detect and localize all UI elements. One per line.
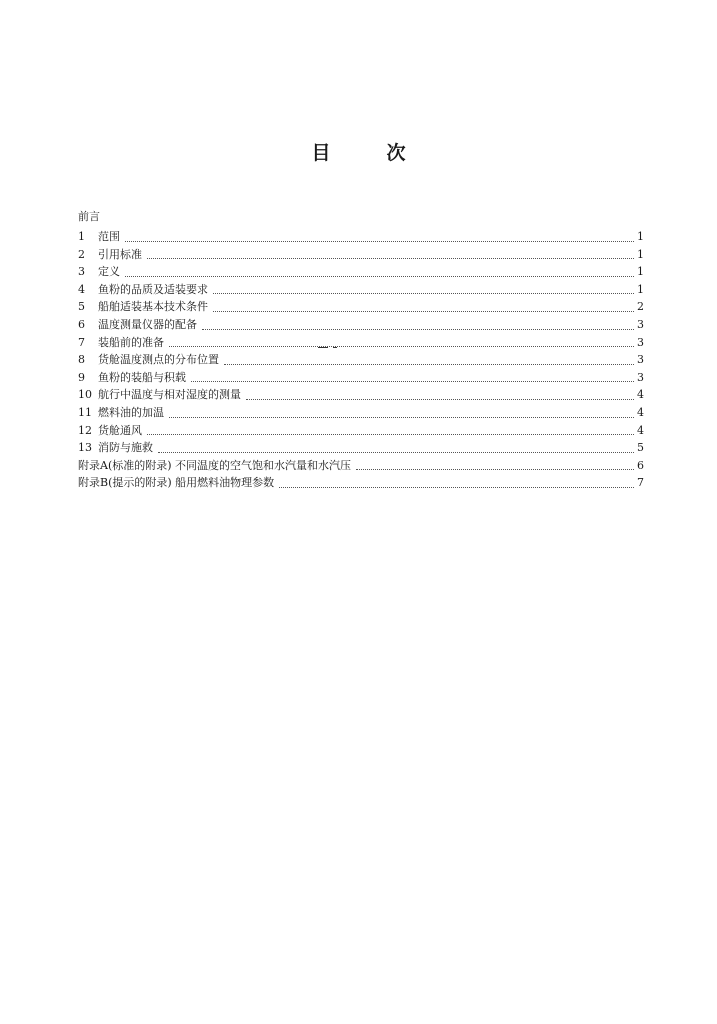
toc-entries <box>78 228 644 492</box>
toc-entry[interactable] <box>78 228 644 246</box>
toc-entry[interactable] <box>78 263 644 281</box>
toc-entry-page: 3 <box>637 335 644 349</box>
toc-entry-number: 2 <box>78 247 85 261</box>
toc-entry-number: 12 <box>78 423 92 437</box>
toc-dot-leader <box>224 363 634 365</box>
toc-dot-leader <box>202 328 634 330</box>
toc-entry-page: 3 <box>637 370 644 384</box>
toc-entry-number: 5 <box>78 300 85 314</box>
toc-entry-page: 2 <box>637 300 644 314</box>
toc-entry-number: 7 <box>78 335 85 349</box>
toc-entry-page: 7 <box>637 476 644 490</box>
toc-entry-number: 6 <box>78 317 85 331</box>
toc-entry-title: 货舱温度测点的分布位置 <box>98 353 219 367</box>
toc-entry-number: 11 <box>78 405 92 419</box>
toc-dot-leader <box>169 345 634 347</box>
toc-entry-number: 13 <box>78 441 92 455</box>
toc-entry-number: 10 <box>78 388 92 402</box>
toc-dot-leader <box>125 275 634 277</box>
toc-entry-title: 船舶适装基本技术条件 <box>98 300 208 314</box>
toc-entry-title: 航行中温度与相对湿度的测量 <box>98 388 241 402</box>
toc-entry-number: 9 <box>78 370 85 384</box>
toc-entry-page: 1 <box>637 282 644 296</box>
toc-dot-leader <box>169 416 634 418</box>
toc-dot-leader <box>213 310 634 312</box>
toc-dot-leader <box>158 451 634 453</box>
toc-entry[interactable] <box>78 404 644 422</box>
toc-entry-title: 范围 <box>98 230 120 243</box>
toc-entry-number: 1 <box>78 230 85 243</box>
table-of-contents <box>78 210 644 492</box>
toc-entry-title: 鱼粉的装船与积载 <box>98 370 186 384</box>
toc-dot-leader <box>356 468 634 470</box>
toc-entry[interactable] <box>78 246 644 264</box>
toc-entry-title: 货舱通风 <box>98 423 142 437</box>
toc-entry-title: 引用标准 <box>98 247 142 261</box>
toc-entry-page: 5 <box>637 441 644 455</box>
toc-dot-leader <box>246 398 634 400</box>
toc-entry[interactable] <box>78 281 644 299</box>
scan-speck <box>333 347 337 348</box>
toc-dot-leader <box>147 257 634 259</box>
toc-entry-page: 4 <box>637 405 644 419</box>
toc-entry[interactable] <box>78 351 644 369</box>
toc-dot-leader <box>279 486 634 488</box>
toc-entry-title: 定义 <box>98 265 120 279</box>
toc-entry-number: 4 <box>78 282 85 296</box>
toc-entry[interactable] <box>78 316 644 334</box>
toc-heading: 前言 <box>78 210 100 223</box>
toc-entry-page: 3 <box>637 317 644 331</box>
toc-entry-number: 8 <box>78 353 85 367</box>
toc-entry-page: 1 <box>637 247 644 261</box>
toc-dot-leader <box>191 380 634 382</box>
toc-entry-title: 鱼粉的品质及适装要求 <box>98 282 208 296</box>
toc-entry[interactable] <box>78 298 644 316</box>
toc-entry-title: 附录B(提示的附录) 船用燃料油物理参数 <box>78 476 275 490</box>
toc-entry-title: 温度测量仪器的配备 <box>98 317 197 331</box>
toc-dot-leader <box>147 433 634 435</box>
toc-entry-page: 4 <box>637 423 644 437</box>
toc-entry-title: 燃料油的加温 <box>98 405 164 419</box>
toc-dot-leader <box>125 240 634 242</box>
toc-entry[interactable] <box>78 386 644 404</box>
toc-entry-page: 1 <box>637 265 644 279</box>
toc-entry-page: 1 <box>637 230 644 243</box>
toc-entry[interactable] <box>78 422 644 440</box>
page-title-part1: 目 <box>311 142 331 164</box>
toc-entry[interactable] <box>78 457 644 475</box>
toc-entry-title: 消防与施救 <box>98 441 153 455</box>
scan-speck <box>318 347 328 348</box>
page-title <box>0 138 717 165</box>
toc-entry-page: 6 <box>637 458 644 472</box>
toc-entry-title: 附录A(标准的附录) 不同温度的空气饱和水汽量和水汽压 <box>78 458 352 472</box>
toc-dot-leader <box>213 292 634 294</box>
toc-entry[interactable] <box>78 334 644 352</box>
toc-entry[interactable] <box>78 439 644 457</box>
toc-entry-title: 装船前的准备 <box>98 335 164 349</box>
toc-entry-number: 3 <box>78 265 85 279</box>
toc-entry[interactable] <box>78 474 644 492</box>
toc-entry-page: 4 <box>637 388 644 402</box>
toc-entry[interactable] <box>78 369 644 387</box>
page-title-part2: 次 <box>386 142 406 164</box>
toc-entry-page: 3 <box>637 353 644 367</box>
